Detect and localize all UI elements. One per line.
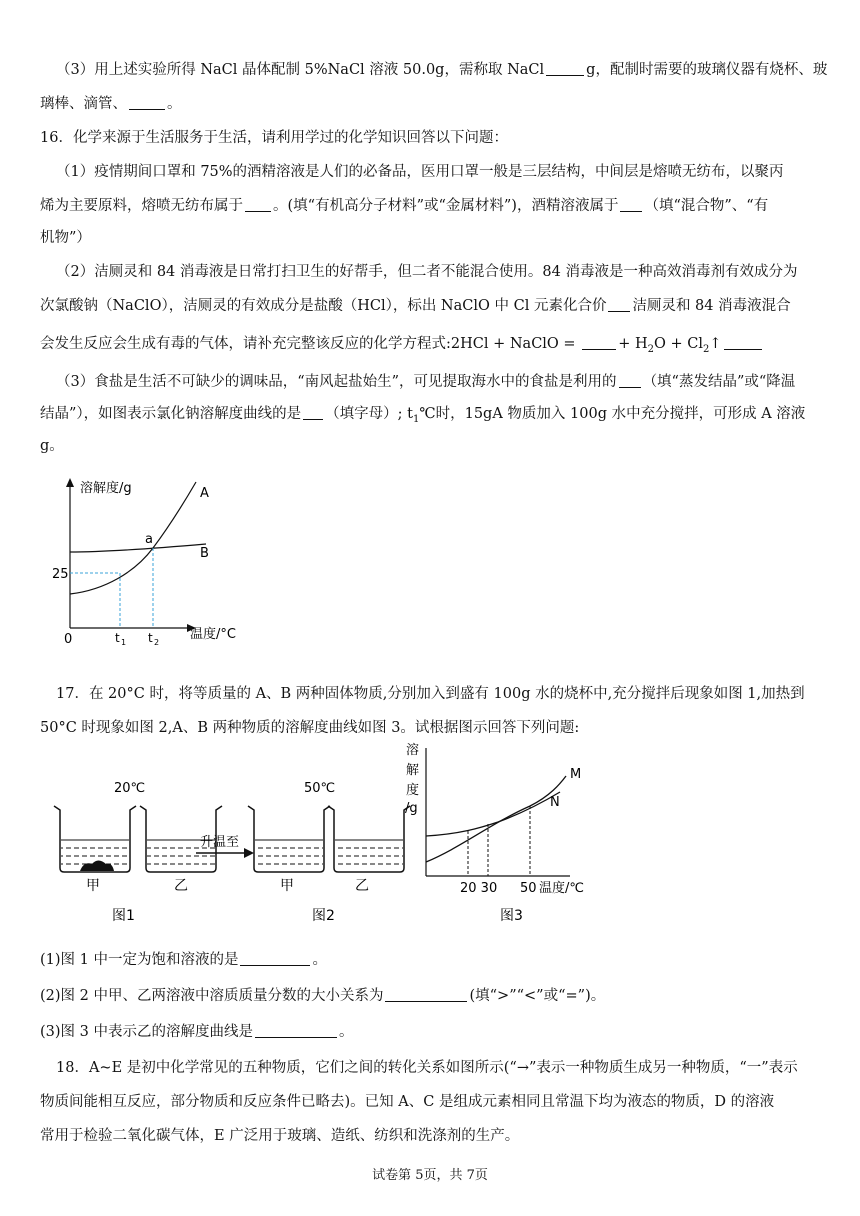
fig2-caption: 图2 [312,908,335,924]
q16-p1-line-1: （1）疫情期间口罩和 75%的酒精溶液是人们的必备品，医用口罩一般是三层结构，中间层是熔喷无纺布，以聚丙 [56,164,784,180]
q17-s2-end: (填“>”“<”或“=”)。 [469,988,606,1004]
equation-h2o: + H [618,336,648,352]
q17-s1-end: 。 [312,952,327,968]
intersection-label: a [145,532,153,547]
q17-s2-text: (2)图 2 中甲、乙两溶液中溶质质量分数的大小关系为 [40,988,384,1004]
equation-cl2-subscript: 2 [702,343,710,355]
q16-p3-line-3: g。 [40,438,64,454]
q17-blank-2 [385,987,467,1002]
solubility-chart-fig3 [405,742,584,896]
curve-a-label: A [200,486,209,501]
q17-figure [50,740,610,930]
fig3-xticks: 20 30 [460,881,498,896]
label-yi-fig2: 乙 [355,878,369,894]
q17-line-1: 17．在 20°C 时，将等质量的 A、B 两种固体物质,分别加入到盛有 100g 水的烧杯中,充分搅拌后现象如图 1,加热到 [56,686,805,702]
curve-b-label: B [200,546,209,561]
origin-label: 0 [64,632,73,647]
q16-p2-text-b: 洁厕灵和 84 消毒液混合 [632,298,791,314]
q16-blank-material [245,197,271,212]
fig3-ylabel-2: 解 [406,763,420,778]
chart16-xlabel: 温度/°C [190,627,236,642]
t2-label: t [148,631,153,645]
fig3-xlabel: 温度/℃ [539,881,584,896]
beaker-jia-fig1 [54,806,136,872]
q16-blank-product [582,335,616,350]
q16-p3-text-e: ℃时，15gA 物质加入 100g 水中充分搅拌，可形成 A 溶液 [419,406,806,422]
q16-p3-text-a: （3）食盐是生活不可缺少的调味品，“南风起盐始生”，可见提取海水中的食盐是利用的 [56,374,617,390]
y-tick-25: 25 [52,567,69,582]
curve-n [426,792,560,836]
fig3-ylabel-4: /g [405,801,418,816]
curve-m-label: M [570,767,582,782]
q17-line-2: 50°C 时现象如图 2,A、B 两种物质的溶解度曲线如图 3。试根据图示回答下列问题: [40,720,580,736]
curve-m [426,776,566,862]
q16-p1-text-a: 烯为主要原料，熔喷无纺布属于 [40,198,243,214]
t1-subscript: 1 [121,638,127,647]
q16-t1-subscript: 1 [413,413,420,425]
q17-s3-text: (3)图 3 中表示乙的溶解度曲线是 [40,1024,253,1040]
temp-50c: 50℃ [304,781,336,796]
q17-blank-3 [255,1023,337,1038]
equation-left-side: 2HCl + NaClO = [450,336,581,352]
heat-arrow-label: 升温至 [200,835,240,850]
q16-p2-line-2 [40,296,820,316]
label-jia-fig1: 甲 [86,878,100,894]
q16-p3-text-c: 结晶”），如图表示氯化钠溶解度曲线的是 [40,406,302,422]
temp-20c: 20℃ [114,781,146,796]
q17-sub-1 [40,950,820,970]
label-yi-fig1: 乙 [174,878,188,894]
q16-p2-line-3 [40,334,820,360]
q15-line-1 [56,60,828,80]
heat-arrow-icon [244,848,254,858]
q16-blank-mixture [620,197,642,212]
chart16-ylabel: 溶解度/g [80,481,132,496]
fig3-caption: 图3 [500,908,523,924]
beaker-jia-fig2 [248,806,330,872]
label-jia-fig2: 甲 [280,878,294,894]
q17-s1-text: (1)图 1 中一定为饱和溶液的是 [40,952,239,968]
q17-s3-end: 。 [338,1024,354,1040]
fig3-ylabel-1: 溶 [406,743,420,758]
q15-text-d: 。 [167,96,182,112]
q16-p1-line-3: 机物”） [40,230,91,246]
q18-line-1: 18．A~E 是初中化学常见的五种物质，它们之间的转化关系如图所示(“→”表示一种物质生成另一种物质，“一”表示 [56,1060,798,1076]
gas-arrow-icon: ↑ [709,336,722,352]
q16-p3-text-b: （填“蒸发结晶”或“降温 [642,374,796,390]
q16-p3-line-1 [56,372,820,392]
q17-blank-1 [240,951,310,966]
q16-intro: 16．化学来源于生活服务于生活，请利用学过的化学知识回答以下问题： [40,130,508,146]
q15-line-2 [40,94,820,114]
q16-p1-line-2 [40,196,820,216]
q17-sub-3 [40,1022,820,1042]
q15-blank-mass [546,61,584,76]
solubility-chart-q16 [50,472,270,648]
q16-blank-coeff [724,335,762,350]
q16-p3-text-d: （填字母）; t [325,406,413,422]
curve-b [70,544,206,552]
curve-a [70,482,196,594]
fig3-xtick-50: 50 [520,881,537,896]
q15-text-b: g，配制时需要的玻璃仪器有烧杯、玻 [586,62,828,78]
q16-blank-crystallize [619,373,641,388]
q18-line-3: 常用于检验二氧化碳气体，E 广泛用于玻璃、造纸、纺织和洗涤剂的生产。 [40,1128,520,1144]
q16-blank-valence [608,297,630,312]
fig1-caption: 图1 [112,908,135,924]
q16-p2-text-c: 会发生反应会生成有毒的气体，请补充完整该反应的化学方程式: [40,336,451,352]
equation-h2o-subscript: 2 [647,343,654,355]
q15-text-a: （3）用上述实验所得 NaCl 晶体配制 5%NaCl 溶液 50.0g，需称取 NaCl [56,62,545,78]
t1-label: t [115,631,120,645]
curve-n-label: N [550,795,560,810]
q16-p2-text-a: 次氯酸钠（NaClO），洁厕灵的有效成分是盐酸（HCl），标出 NaClO 中 Cl 元素化合价 [40,298,607,314]
fig3-ylabel-3: 度 [406,783,420,798]
equation-cl2: O + Cl [653,336,703,352]
q15-blank-instrument [129,95,165,110]
y-axis-arrow-icon [66,478,74,487]
q17-sub-2 [40,986,820,1006]
q16-p1-text-c: （填“混合物”、“有 [644,198,769,214]
q16-blank-curve [303,405,323,420]
q15-text-c: 璃棒、滴管、 [40,96,127,112]
page-footer: 试卷第 5页，共 7页 [372,1168,488,1183]
q16-p3-line-2 [40,404,820,430]
q16-p1-text-b: 。(填“有机高分子材料”或“金属材料”)，酒精溶液属于 [273,198,619,214]
t2-subscript: 2 [154,638,160,647]
beaker-yi-fig2 [328,806,410,872]
q16-p2-line-1: （2）洁厕灵和 84 消毒液是日常打扫卫生的好帮手，但二者不能混合使用。84 消毒液是一种高效消毒剂有效成分为 [56,264,798,280]
q18-line-2: 物质间能相互反应，部分物质和反应条件已略去)。已知 A、C 是组成元素相同且常温下均为液态的物质，D 的溶液 [40,1094,775,1110]
